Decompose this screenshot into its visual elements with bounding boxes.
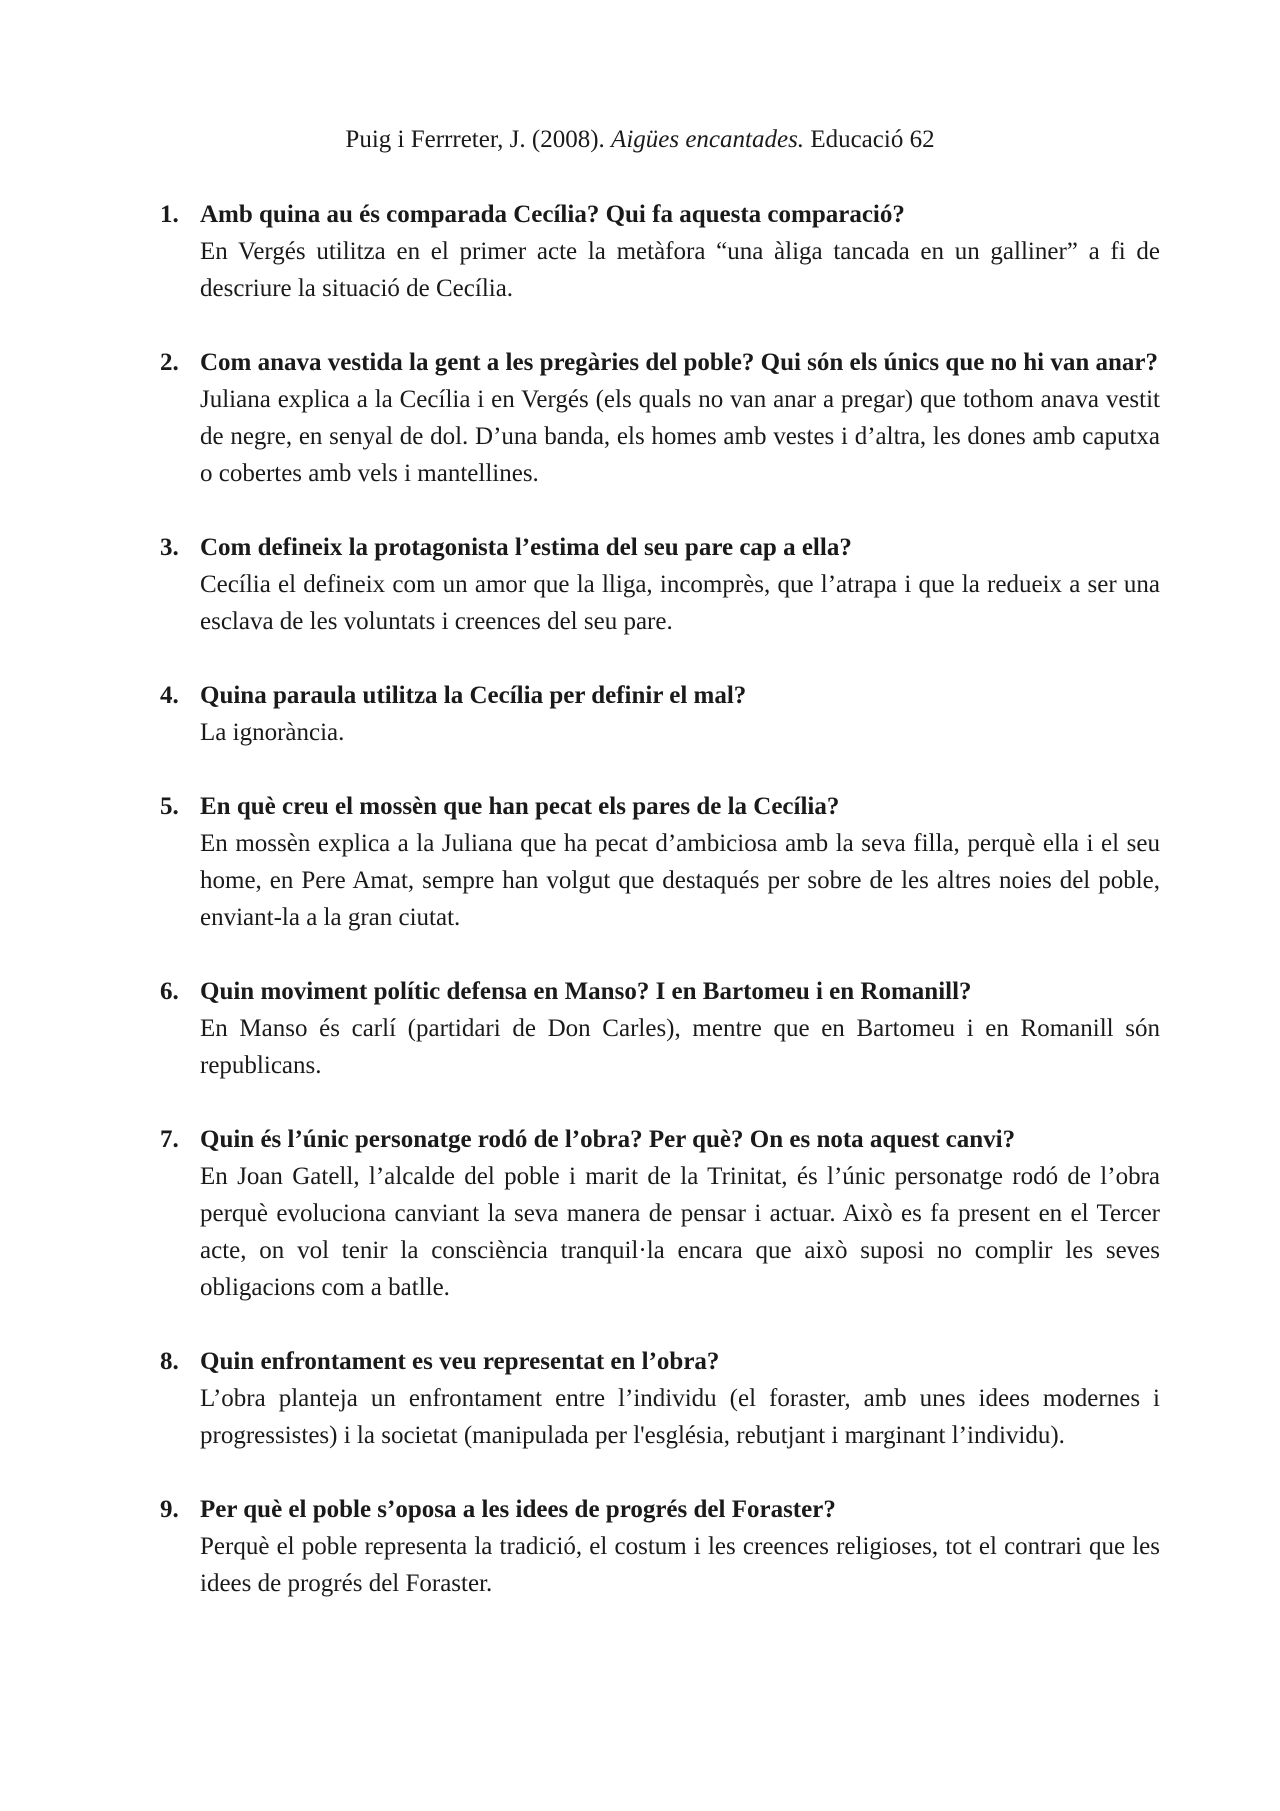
question-item-8 bbox=[160, 1343, 1160, 1454]
question-item-3 bbox=[160, 529, 1160, 640]
question-number: 2. bbox=[160, 349, 179, 376]
answer-text: La ignorància. bbox=[200, 719, 345, 746]
citation-author-year: Puig i Ferrreter, J. (2008). bbox=[345, 126, 612, 153]
question-text: Com defineix la protagonista l’estima del seu pare cap a ella? bbox=[200, 534, 852, 561]
question-text: Quina paraula utilitza la Cecília per definir el mal? bbox=[200, 682, 747, 709]
question-item-7 bbox=[160, 1121, 1160, 1306]
answer-text: En mossèn explica a la Juliana que ha pecat d’ambiciosa amb la seva filla, perquè ella i el seu home, en Pere Amat, sempre han volgut que destaqués per sobre de les altres noies del poble, enviant-la a la gran ciutat. bbox=[200, 830, 1160, 931]
bibliographic-reference bbox=[0, 124, 1280, 156]
question-item-6 bbox=[160, 973, 1160, 1084]
question-number: 1. bbox=[160, 201, 179, 228]
question-item-5 bbox=[160, 788, 1160, 936]
answer-text: Cecília el defineix com un amor que la lliga, incomprès, que l’atrapa i que la redueix a ser una esclava de les voluntats i creences del seu pare. bbox=[200, 571, 1160, 635]
answer-text: L’obra planteja un enfrontament entre l’individu (el foraster, amb unes idees modernes i progressistes) i la societat (manipulada per l'església, rebutjant i marginant l’individu). bbox=[200, 1385, 1160, 1449]
question-item-9 bbox=[160, 1491, 1160, 1602]
question-number: 8. bbox=[160, 1348, 179, 1375]
answer-text: Juliana explica a la Cecília i en Vergés (els quals no van anar a pregar) que tothom anava vestit de negre, en senyal de dol. D’una banda, els homes amb vestes i d’altra, les dones amb caputxa o cobertes amb vels i mantellines. bbox=[200, 386, 1160, 487]
question-text: Quin moviment polític defensa en Manso? I en Bartomeu i en Romanill? bbox=[200, 978, 972, 1005]
question-item-4 bbox=[160, 677, 1160, 751]
question-text: Per què el poble s’oposa a les idees de progrés del Foraster? bbox=[200, 1496, 836, 1523]
question-number: 4. bbox=[160, 682, 179, 709]
question-text: Quin és l’únic personatge rodó de l’obra? Per què? On es nota aquest canvi? bbox=[200, 1126, 1016, 1153]
answer-text: En Vergés utilitza en el primer acte la metàfora “una àliga tancada en un galliner” a fi de descriure la situació de Cecília. bbox=[200, 238, 1160, 302]
question-number: 9. bbox=[160, 1496, 179, 1523]
question-text: Quin enfrontament es veu representat en l’obra? bbox=[200, 1348, 720, 1375]
question-text: En què creu el mossèn que han pecat els pares de la Cecília? bbox=[200, 793, 840, 820]
citation-title: Aigües encantades. bbox=[611, 126, 805, 153]
question-item-2 bbox=[160, 344, 1160, 492]
answer-text: En Joan Gatell, l’alcalde del poble i marit de la Trinitat, és l’únic personatge rodó de l’obra perquè evoluciona canviant la seva manera de pensar i actuar. Això es fa present en el Tercer acte, on vol tenir la consciència tranquil·la encara que això suposi no complir les seves obligacions com a batlle. bbox=[200, 1163, 1160, 1301]
question-text: Com anava vestida la gent a les pregàries del poble? Qui són els únics que no hi van anar? bbox=[200, 349, 1158, 376]
question-number: 3. bbox=[160, 534, 179, 561]
question-text: Amb quina au és comparada Cecília? Qui fa aquesta comparació? bbox=[200, 201, 905, 228]
citation-publisher: Educació 62 bbox=[804, 126, 935, 153]
answer-text: Perquè el poble representa la tradició, el costum i les creences religioses, tot el contrari que les idees de progrés del Foraster. bbox=[200, 1533, 1160, 1597]
question-number: 5. bbox=[160, 793, 179, 820]
question-number: 7. bbox=[160, 1126, 179, 1153]
question-list bbox=[160, 196, 1160, 1639]
answer-text: En Manso és carlí (partidari de Don Carles), mentre que en Bartomeu i en Romanill són republicans. bbox=[200, 1015, 1160, 1079]
question-number: 6. bbox=[160, 978, 179, 1005]
question-item-1 bbox=[160, 196, 1160, 307]
